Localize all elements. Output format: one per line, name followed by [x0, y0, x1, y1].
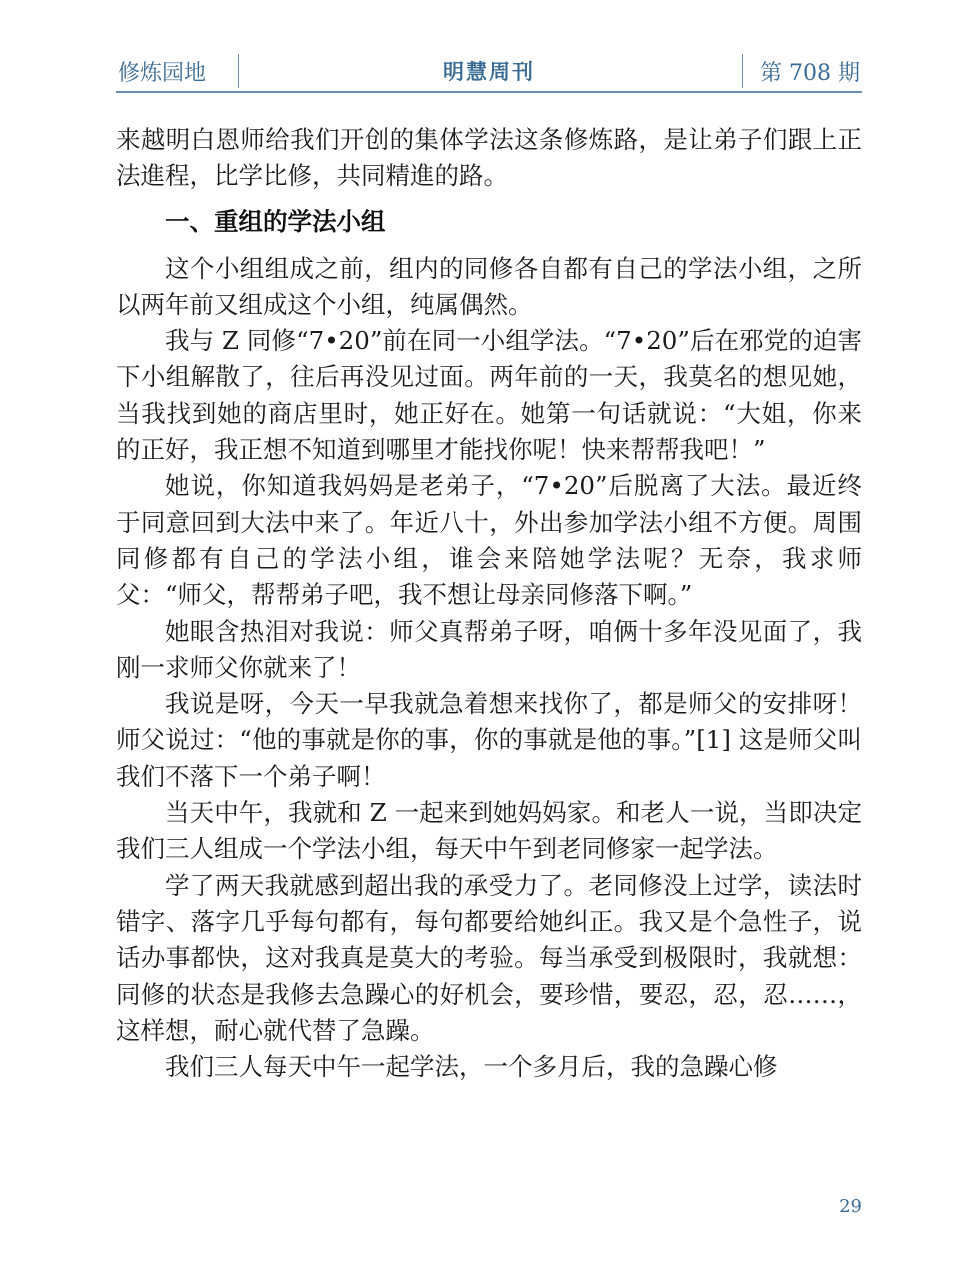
paragraph: 这个小组组成之前，组内的同修各自都有自己的学法小组，之所以两年前又组成这个小组，纯属偶然。 [116, 253, 862, 319]
header-rule [116, 91, 862, 93]
article-body [116, 122, 862, 1085]
paragraph: 当天中午，我就和 Z 一起来到她妈妈家。和老人一说，当即决定我们三人组成一个学法小组，每天中午到老同修家一起学法。 [116, 798, 862, 864]
header-divider-right [742, 54, 743, 88]
paragraph: 我与 Z 同修“7•20”前在同一小组学法。“7•20”后在邪党的迫害下小组解散了，往后再没见过面。两年前的一天，我莫名的想见她，当我找到她的商店里时，她正好在。她第一句话就说：“大姐，你来的正好，我正想不知道到哪里才能找你呢！快来帮帮我吧！” [116, 326, 862, 465]
publication-title: 明慧周刊 [443, 60, 535, 84]
section-title: 修炼园地 [118, 61, 207, 86]
paragraph: 学了两天我就感到超出我的承受力了。老同修没上过学，读法时错字、落字几乎每句都有，每句都要给她纠正。我又是个急性子，说话办事都快，这对我真是莫大的考验。每当承受到极限时，我就想：同修的状态是我修去急躁心的好机会，要珍惜，要忍，忍，忍……，这样想，耐心就代替了急躁。 [116, 870, 862, 1045]
page-header [116, 52, 862, 92]
page-number: 29 [839, 1196, 862, 1217]
paragraph: 我们三人每天中午一起学法，一个多月后，我的急躁心修 [165, 1052, 778, 1082]
section-heading: 一、重组的学法小组 [165, 206, 386, 236]
paragraph: 她眼含热泪对我说：师父真帮弟子呀，咱俩十多年没见面了，我刚一求师父你就来了！ [116, 616, 862, 682]
issue-number: 第 708 期 [760, 61, 860, 86]
paragraph: 我说是呀，今天一早我就急着想来找你了，都是师父的安排呀！师父说过：“他的事就是你的事，你的事就是他的事。”[1] 这是师父叫我们不落下一个弟子啊！ [116, 689, 862, 791]
paragraph: 她说，你知道我妈妈是老弟子，“7•20”后脱离了大法。最近终于同意回到大法中来了。年近八十，外出参加学法小组不方便。周围同修都有自己的学法小组，谁会来陪她学法呢？无奈，我求师父：“师父，帮帮弟子吧，我不想让母亲同修落下啊。” [116, 471, 862, 610]
paragraph-continued: 来越明白恩师给我们开创的集体学法这条修炼路，是让弟子们跟上正法進程，比学比修，共同精進的路。 [116, 125, 862, 191]
